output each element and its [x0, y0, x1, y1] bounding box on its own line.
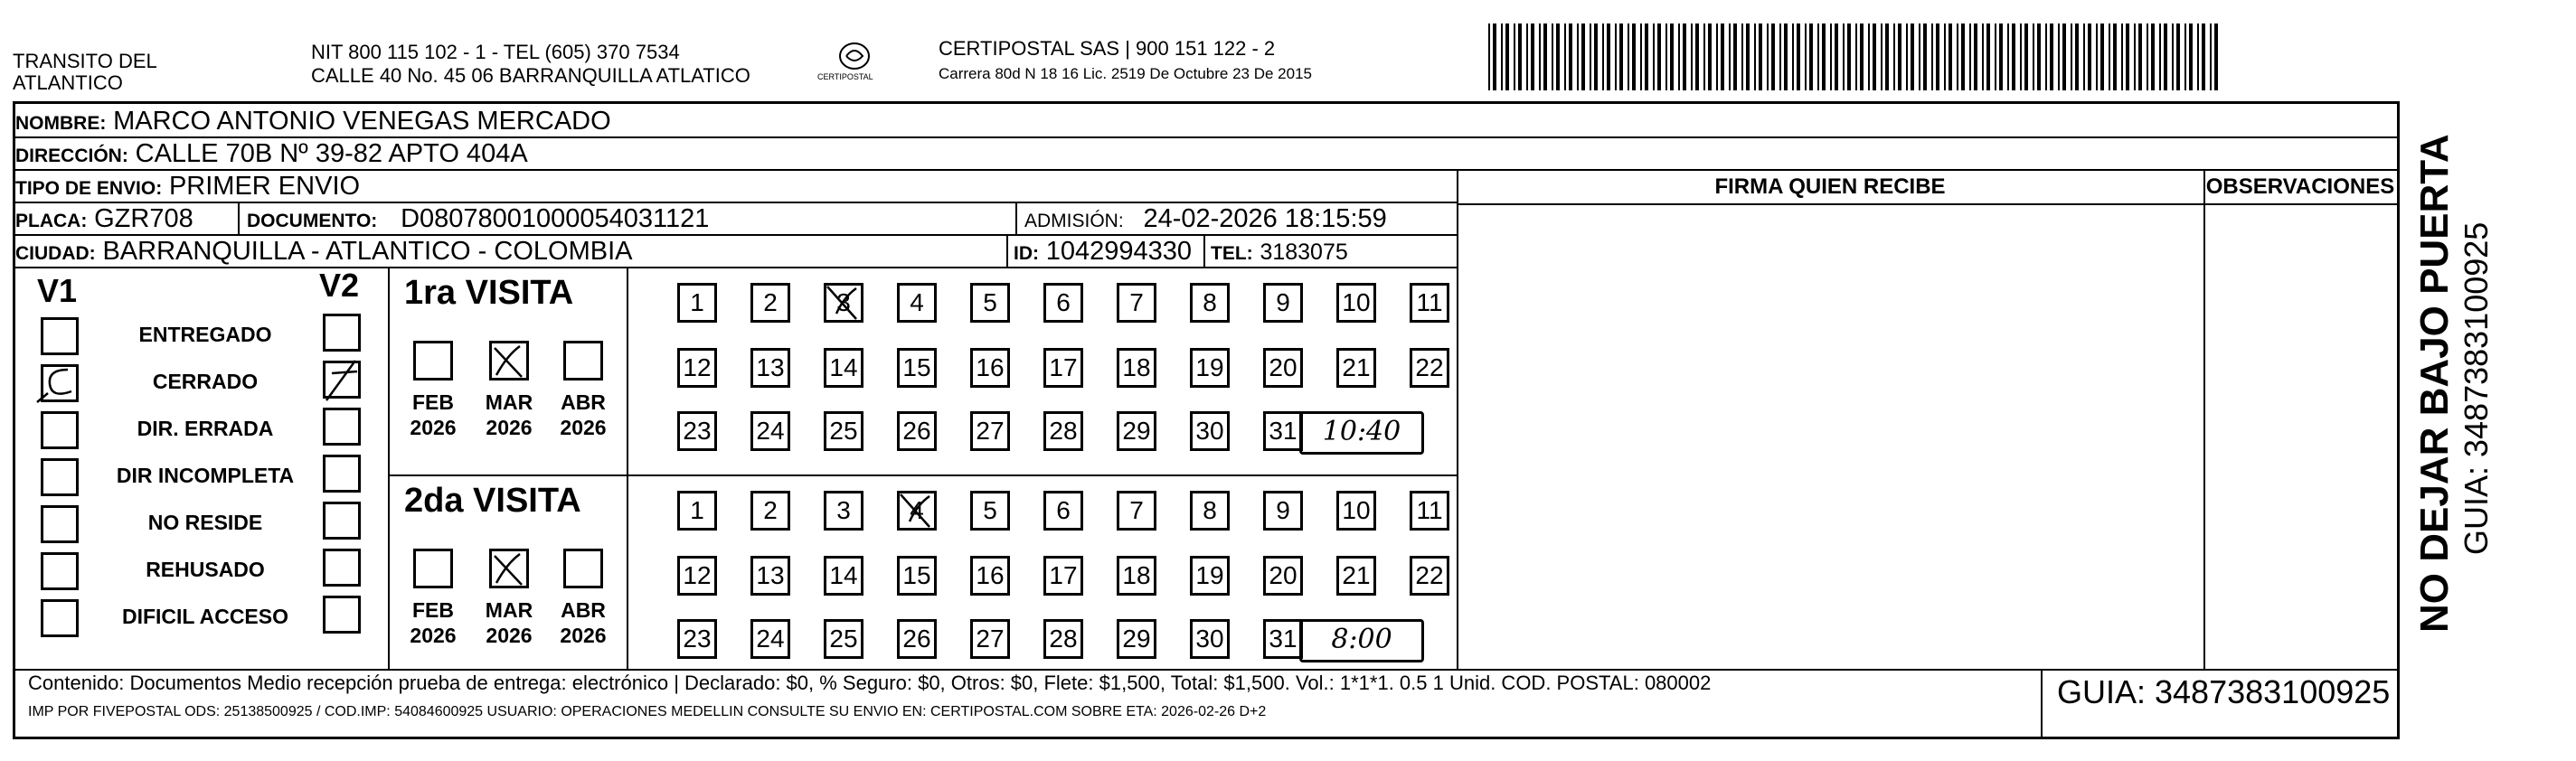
- visit-title: 1ra VISITA: [404, 274, 574, 312]
- v2-checkbox[interactable]: [323, 361, 361, 399]
- direccion-value: CALLE 70B Nº 39-82 APTO 404A: [135, 139, 528, 168]
- guia-number: GUIA: 3487383100925: [2057, 673, 2391, 710]
- ciudad-field: [15, 236, 632, 269]
- v1-label: V1: [37, 272, 78, 309]
- day-box[interactable]: 17: [1043, 348, 1083, 388]
- day-box[interactable]: 1: [677, 283, 717, 323]
- day-box[interactable]: 4: [897, 283, 937, 323]
- ciudad-value: BARRANQUILLA - ATLANTICO - COLOMBIA: [102, 237, 633, 266]
- day-box[interactable]: 31: [1263, 411, 1303, 451]
- nombre-label: NOMBRE:: [15, 113, 107, 134]
- status-reason-label: DIR INCOMPLETA: [116, 464, 295, 487]
- v1-checkbox[interactable]: [41, 317, 79, 355]
- day-box[interactable]: 6: [1043, 283, 1083, 323]
- day-box[interactable]: 16: [970, 348, 1010, 388]
- day-box[interactable]: 20: [1263, 348, 1303, 388]
- tipo-envio-value: PRIMER ENVIO: [168, 172, 361, 201]
- month-label: FEB: [412, 598, 454, 622]
- day-box[interactable]: 28: [1043, 411, 1083, 451]
- day-box[interactable]: 1: [677, 491, 717, 531]
- month-label: FEB: [412, 390, 454, 414]
- documento-value: D08078001000054031121: [401, 204, 710, 233]
- month-year-label: 2026: [410, 624, 457, 647]
- observaciones-area[interactable]: [2207, 209, 2393, 665]
- placa-field: [15, 203, 193, 237]
- side-guia: GUIA: 3487383100925: [2458, 221, 2495, 555]
- day-box[interactable]: 26: [897, 619, 937, 659]
- tel-field: [1211, 236, 1348, 269]
- status-reason-label: ENTREGADO: [138, 323, 272, 346]
- day-box[interactable]: 15: [897, 348, 937, 388]
- status-reason-label: NO RESIDE: [147, 511, 263, 534]
- ciudad-label: CIUDAD:: [15, 243, 96, 264]
- v2-checkbox[interactable]: [323, 314, 361, 352]
- documento-label: DOCUMENTO:: [247, 211, 378, 231]
- certipostal-logo: [814, 38, 895, 92]
- id-field: [1014, 236, 1192, 269]
- day-box[interactable]: 3: [824, 283, 863, 323]
- day-box[interactable]: 15: [897, 556, 937, 596]
- v2-checkbox[interactable]: [323, 596, 361, 634]
- nit-line: NIT 800 115 102 - 1 - TEL (605) 370 7534: [311, 41, 680, 63]
- tipo-envio-row: [15, 171, 360, 204]
- day-box[interactable]: 16: [970, 556, 1010, 596]
- month-year-label: 2026: [486, 624, 533, 647]
- imp-line: IMP POR FIVEPOSTAL ODS: 25138500925 / COD.IMP: 54084600925 USUARIO: OPERACIONES MEDELLIN CONSULTE SU ENVIO EN: CERTIPOSTAL.COM SOBRE ETA: 2026-02-26 D+2: [28, 704, 1267, 719]
- v2-checkbox[interactable]: [323, 549, 361, 587]
- firma-header: FIRMA QUIEN RECIBE: [1714, 174, 1946, 199]
- placa-value: GZR708: [94, 204, 193, 233]
- month-year-label: 2026: [410, 416, 457, 439]
- v1-checkbox[interactable]: [41, 552, 79, 590]
- day-box[interactable]: 24: [750, 411, 790, 451]
- id-value: 1042994330: [1045, 237, 1193, 266]
- month-checkbox[interactable]: [489, 341, 529, 380]
- day-box[interactable]: 19: [1190, 556, 1230, 596]
- day-box[interactable]: 13: [750, 556, 790, 596]
- admision-label: ADMISIÓN:: [1024, 211, 1124, 231]
- tipo-envio-label: TIPO DE ENVIO:: [15, 178, 163, 199]
- status-reason-label: DIR. ERRADA: [137, 417, 274, 440]
- placa-label: PLACA:: [15, 211, 88, 231]
- month-label: MAR: [485, 598, 533, 622]
- org-name-line2: ATLANTICO: [13, 71, 123, 94]
- day-box[interactable]: 19: [1190, 348, 1230, 388]
- documento-field: [247, 203, 709, 237]
- contenido-line: Contenido: Documentos Medio recepción prueba de entrega: electrónico | Declarado: $0, % Seguro: $0, Otros: $0, Flete: $1,500, Total: $1,500. Vol.: 1*1*1. 0.5 1 Unid. COD. POSTAL: 080002: [28, 672, 1712, 694]
- day-box[interactable]: 2: [750, 283, 790, 323]
- day-box[interactable]: 9: [1263, 283, 1303, 323]
- day-box[interactable]: 8: [1190, 283, 1230, 323]
- observaciones-header: OBSERVACIONES: [2205, 174, 2395, 199]
- month-checkbox[interactable]: [563, 549, 603, 588]
- org-name-line1: TRANSITO DEL: [13, 50, 157, 72]
- month-checkbox[interactable]: [563, 341, 603, 380]
- day-box[interactable]: 7: [1117, 283, 1156, 323]
- status-reason-label: CERRADO: [152, 370, 259, 393]
- day-box[interactable]: 27: [970, 411, 1010, 451]
- visit-title: 2da VISITA: [404, 482, 581, 520]
- v1-checkbox[interactable]: [41, 599, 79, 637]
- day-box[interactable]: 14: [824, 556, 863, 596]
- id-label: ID:: [1014, 243, 1039, 264]
- month-checkbox[interactable]: [413, 341, 453, 380]
- v2-checkbox[interactable]: [323, 455, 361, 493]
- nombre-row: [15, 106, 611, 139]
- logo-text: CERTIPOSTAL: [817, 72, 873, 81]
- day-box[interactable]: 27: [970, 619, 1010, 659]
- day-box[interactable]: 18: [1117, 348, 1156, 388]
- day-box[interactable]: 9: [1263, 491, 1303, 531]
- day-box[interactable]: 25: [824, 411, 863, 451]
- month-label: ABR: [561, 598, 606, 622]
- day-box[interactable]: 2: [750, 491, 790, 531]
- month-year-label: 2026: [560, 624, 607, 647]
- status-reason-label: DIFICIL ACCESO: [121, 605, 288, 628]
- day-box[interactable]: 13: [750, 348, 790, 388]
- v2-checkbox[interactable]: [323, 408, 361, 446]
- day-box[interactable]: 31: [1263, 619, 1303, 659]
- admision-value: 24-02-2026 18:15:59: [1143, 204, 1387, 233]
- v2-checkbox[interactable]: [323, 502, 361, 540]
- month-checkbox[interactable]: [413, 549, 453, 588]
- nombre-value: MARCO ANTONIO VENEGAS MERCADO: [113, 107, 611, 136]
- day-box[interactable]: 10: [1336, 283, 1376, 323]
- month-label: ABR: [561, 390, 606, 414]
- delivery-form: [13, 101, 2400, 739]
- status-reason-label: REHUSADO: [146, 558, 265, 581]
- day-box[interactable]: 23: [677, 411, 717, 451]
- barcode: [1488, 23, 2222, 90]
- v2-label: V2: [319, 267, 360, 304]
- day-box[interactable]: 4: [897, 491, 937, 531]
- month-year-label: 2026: [486, 416, 533, 439]
- day-box[interactable]: 22: [1410, 348, 1449, 388]
- month-checkbox[interactable]: [489, 549, 529, 588]
- day-box[interactable]: 11: [1410, 491, 1449, 531]
- day-box[interactable]: 17: [1043, 556, 1083, 596]
- direccion-row: [15, 138, 528, 172]
- v1-checkbox[interactable]: [41, 411, 79, 449]
- day-box[interactable]: 8: [1190, 491, 1230, 531]
- certipostal-logo-icon: [814, 38, 895, 92]
- month-label: MAR: [485, 390, 533, 414]
- direccion-label: DIRECCIÓN:: [15, 146, 128, 166]
- day-box[interactable]: 21: [1336, 556, 1376, 596]
- day-box[interactable]: 12: [677, 348, 717, 388]
- handwritten-time[interactable]: 10:40: [1299, 411, 1424, 455]
- day-box[interactable]: 3: [824, 491, 863, 531]
- day-box[interactable]: 28: [1043, 619, 1083, 659]
- day-box[interactable]: 26: [897, 411, 937, 451]
- day-box[interactable]: 5: [970, 283, 1010, 323]
- day-box[interactable]: 21: [1336, 348, 1376, 388]
- tel-value: 3183075: [1260, 240, 1348, 265]
- day-box[interactable]: 7: [1117, 491, 1156, 531]
- day-box[interactable]: 6: [1043, 491, 1083, 531]
- day-box[interactable]: 23: [677, 619, 717, 659]
- license-line: Carrera 80d N 18 16 Lic. 2519 De Octubre 23 De 2015: [939, 65, 1312, 82]
- address-line: CALLE 40 No. 45 06 BARRANQUILLA ATLATICO: [311, 64, 750, 87]
- admision-field: [1024, 203, 1387, 237]
- day-box[interactable]: 29: [1117, 411, 1156, 451]
- day-box[interactable]: 12: [677, 556, 717, 596]
- firma-area[interactable]: [1460, 209, 2200, 665]
- month-year-label: 2026: [560, 416, 607, 439]
- day-box[interactable]: 30: [1190, 619, 1230, 659]
- day-box[interactable]: 30: [1190, 411, 1230, 451]
- carrier-line: CERTIPOSTAL SAS | 900 151 122 - 2: [939, 37, 1276, 60]
- day-box[interactable]: 22: [1410, 556, 1449, 596]
- day-box[interactable]: 14: [824, 348, 863, 388]
- day-box[interactable]: 24: [750, 619, 790, 659]
- day-box[interactable]: 25: [824, 619, 863, 659]
- day-box[interactable]: 5: [970, 491, 1010, 531]
- day-box[interactable]: 29: [1117, 619, 1156, 659]
- v1-checkbox[interactable]: [41, 458, 79, 496]
- barcode-graphic: [1488, 23, 2222, 90]
- tel-label: TEL:: [1211, 243, 1253, 264]
- handwritten-time[interactable]: 8:00: [1299, 619, 1424, 662]
- v1-checkbox[interactable]: [41, 364, 79, 402]
- day-box[interactable]: 18: [1117, 556, 1156, 596]
- day-box[interactable]: 20: [1263, 556, 1303, 596]
- no-dejar-warning: NO DEJAR BAJO PUERTA: [2412, 134, 2457, 633]
- v1-checkbox[interactable]: [41, 505, 79, 543]
- day-box[interactable]: 11: [1410, 283, 1449, 323]
- day-box[interactable]: 10: [1336, 491, 1376, 531]
